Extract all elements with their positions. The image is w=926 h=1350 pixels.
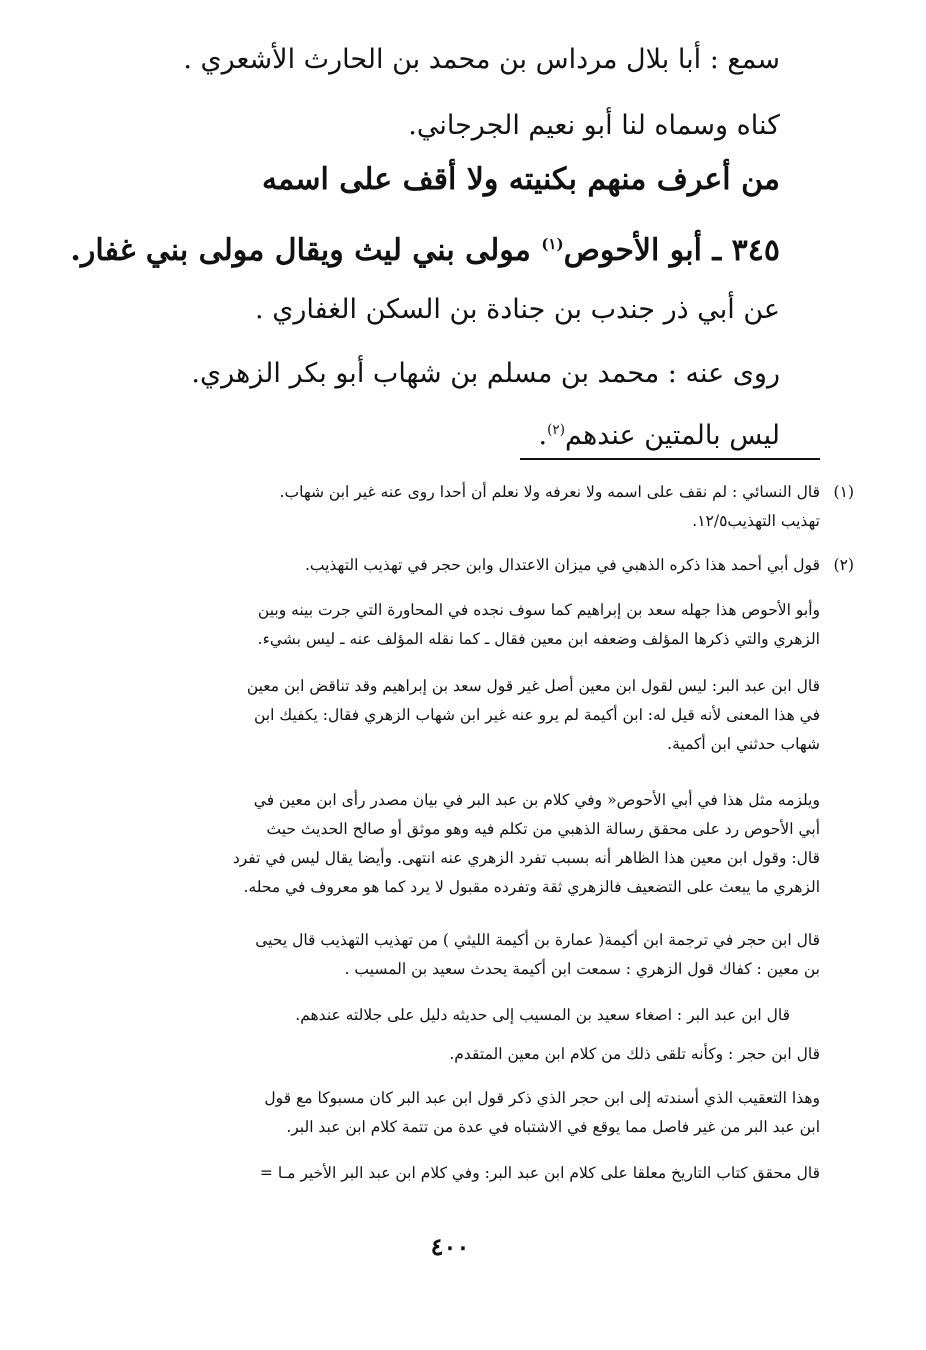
footnote-paragraph-6 xyxy=(80,1040,820,1069)
footnote-paragraph-7 xyxy=(80,1084,820,1142)
entry-heading-text-rest: مولى بني ليث ويقال مولى بني غفار. xyxy=(70,233,542,268)
footnote-line: أبي الأحوص رد على محقق رسالة الذهبي من تكلم فيه وهو موثق أو صالح الحديث حيث xyxy=(266,820,820,838)
footnote-paragraph-3 xyxy=(80,786,820,902)
main-text-line-2: كناه وسماه لنا أبو نعيم الجرجاني. xyxy=(408,110,780,141)
footnote-line: تهذيب التهذيب١٢/٥. xyxy=(692,512,820,530)
main-text-line-1: سمع : أبا بلال مرداس بن محمد بن الحارث الأشعري . xyxy=(183,44,780,75)
footnote-line: في هذا المعنى لأنه قيل له: ابن أكيمة لم يرو عنه غير ابن شهاب الزهري فقال: يكفيك ابن xyxy=(254,706,820,724)
entry-heading xyxy=(70,222,780,273)
page-number: ٤٠٠ xyxy=(430,1232,470,1261)
entry-heading-text: ٣٤٥ ـ أبو الأحوص xyxy=(563,233,780,268)
footnote-line: قال ابن عبد البر: ليس لقول ابن معين أصل غير قول سعد بن إبراهيم وقد تناقض ابن معين xyxy=(246,677,820,695)
main-text-line-5-text: ليس بالمتين عندهم xyxy=(564,420,780,451)
footnote-line: ويلزمه مثل هذا في أبي الأحوص« وفي كلام بن عبد البر في بيان مصدر رأى ابن معين في xyxy=(253,791,820,809)
footnote-paragraph-4 xyxy=(80,926,820,984)
footnote-separator xyxy=(520,458,820,460)
footnote-ref-1: (١) xyxy=(541,235,564,253)
main-text-line-3: عن أبي ذر جندب بن جنادة بن السكن الغفاري . xyxy=(255,294,780,325)
footnote-line: قال ابن حجر في ترجمة ابن أكيمة( عمارة بن أكيمة الليثي ) من تهذيب التهذيب قال يحيى xyxy=(255,931,820,949)
footnote-paragraph-2 xyxy=(80,672,820,759)
footnote-paragraph-1 xyxy=(80,596,820,654)
footnote-line: الزهري ما يبعث على التضعيف فالزهري ثقة وتفرده مقبول لا يرد كما هو معروف في محله. xyxy=(243,878,820,896)
footnote-line: قال: وقول ابن معين هذا الظاهر أنه بسبب تفرد الزهري عنه انتهى. وأيضا يقال ليس في تفرد xyxy=(232,849,820,867)
footnote-1 xyxy=(80,478,854,536)
footnote-2-number: (٢) xyxy=(833,556,854,574)
footnote-2 xyxy=(80,551,854,580)
footnote-line: ابن عبد البر من غير فاصل مما يوقع في الاشتباه في عدة من تتمة كلام ابن عبد البر. xyxy=(286,1118,820,1136)
footnote-line: قال ابن عبد البر : اصغاء سعيد بن المسيب إلى حديثه دليل على جلالته عندهم. xyxy=(295,1006,790,1024)
footnote-paragraph-5 xyxy=(80,1001,820,1030)
footnote-line: وهذا التعقيب الذي أسندته إلى ابن حجر الذي ذكر قول ابن عبد البر كان مسبوكا مع قول xyxy=(264,1089,820,1107)
footnote-ref-2: (٢) xyxy=(547,422,565,438)
main-text-line-5 xyxy=(100,410,780,456)
footnote-line: قال ابن حجر : وكأنه تلقى ذلك من كلام ابن معين المتقدم. xyxy=(449,1045,820,1063)
footnote-line: الزهري والتي ذكرها المؤلف وضعفه ابن معين فقال ـ كما نقله المؤلف عنه ـ ليس بشيء. xyxy=(257,630,820,648)
footnote-line: قال النسائي : لم نقف على اسمه ولا نعرفه ولا نعلم أن أحدا روى عنه غير ابن شهاب. xyxy=(279,483,820,501)
footnote-line: بن معين : كفاك قول الزهري : سمعت ابن أكيمة يحدث سعيد بن المسيب . xyxy=(344,960,820,978)
footnote-paragraph-8 xyxy=(80,1159,820,1188)
footnote-line: قال محقق كتاب التاريخ معلقا على كلام ابن عبد البر: وفي كلام ابن عبد البر الأخير مـا = xyxy=(259,1164,820,1182)
footnote-line: قول أبي أحمد هذا ذكره الذهبي في ميزان الاعتدال وابن حجر في تهذيب التهذيب. xyxy=(304,556,820,574)
footnote-line: شهاب حدثني ابن أكمية. xyxy=(667,735,820,753)
main-text-line-4: روى عنه : محمد بن مسلم بن شهاب أبو بكر الزهري. xyxy=(191,358,780,389)
footnote-line: وأبو الأحوص هذا جهله سعد بن إبراهيم كما سوف نجده في المحاورة التي جرت بينه وبين xyxy=(257,601,820,619)
footnote-1-number: (١) xyxy=(833,483,854,501)
section-heading: من أعرف منهم بكنيته ولا أقف على اسمه xyxy=(261,162,780,197)
main-text-line-5-end: . xyxy=(538,420,548,451)
